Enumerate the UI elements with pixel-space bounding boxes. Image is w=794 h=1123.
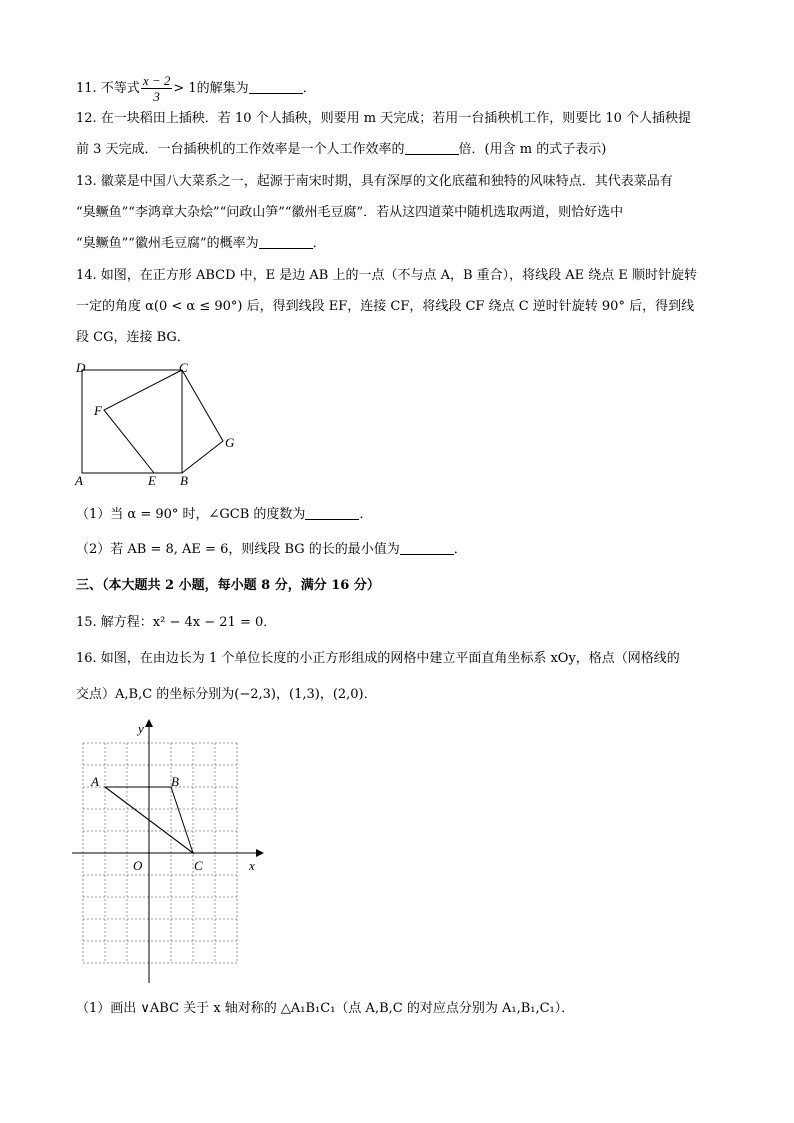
q11-line: 11. 不等式 $\frac{x - 2}{3}$ > 1的解集为 ．	[76, 73, 316, 104]
label-B: B	[180, 473, 188, 488]
section3-heading: 三、（本大题共 2 小题，每小题 8 分，满分 16 分）	[76, 578, 380, 593]
q14-sub2-blank[interactable]	[400, 542, 454, 555]
square-ABCD	[82, 370, 182, 473]
q16-sub1: （1）画出 ∨ABC 关于 x 轴对称的 △A₁B₁C₁（点 A,B,C 的对应点分别为 A₁,B₁,C₁）．	[76, 1001, 575, 1016]
y-axis-arrow	[145, 719, 153, 727]
q16-coordinate-grid	[60, 715, 270, 990]
q13-answer-blank[interactable]	[259, 236, 313, 249]
label-B: B	[171, 774, 179, 789]
q12-answer-blank[interactable]	[405, 142, 459, 155]
label-x: x	[249, 858, 255, 873]
label-O: O	[133, 858, 143, 873]
q14-line1: 14. 如图，在正方形 ABCD 中，E 是边 AB 上的一点（不与点 A，B 重合），将线段 AE 绕点 E 顺时针旋转	[76, 268, 698, 283]
q11-answer-blank[interactable]	[249, 81, 303, 94]
x-axis-arrow	[256, 849, 264, 857]
segments-EF-FC	[104, 370, 182, 473]
label-y: y	[138, 721, 144, 736]
q13-line1: 13. 徽菜是中国八大菜系之一，起源于南宋时期，具有深厚的文化底蕴和独特的风味特点．其代表菜品有	[76, 174, 673, 189]
label-D: D	[76, 360, 86, 375]
q11-fraction: $\frac{x - 2}{3}$	[142, 73, 171, 104]
label-A: A	[91, 774, 99, 789]
label-G: G	[225, 435, 235, 450]
q12-line1: 12. 在一块稻田上插秧．若 10 个人插秧，则要用 m 天完成；若用一台插秧机工作，则要比 10 个人插秧提	[76, 111, 692, 126]
segments-CG-GB	[182, 370, 223, 473]
q14-figure	[70, 358, 250, 493]
q14-line3: 段 CG，连接 BG．	[76, 330, 190, 345]
q12-line2: 前 3 天完成．一台插秧机的工作效率是一个人工作效率的 倍．(用含 m 的式子表示)	[76, 142, 607, 157]
q14-sub2: （2）若 AB = 8, AE = 6，则线段 BG 的长的最小值为 ．	[76, 542, 467, 557]
q15-line: 15. 解方程：x² − 4x − 21 = 0．	[76, 615, 277, 630]
label-C: C	[194, 858, 203, 873]
label-C: C	[179, 360, 188, 375]
q13-line3: “臭鳜鱼”“徽州毛豆腐”的概率为 ．	[76, 236, 326, 251]
q14-sub1: （1）当 α = 90° 时，∠GCB 的度数为 ．	[76, 507, 373, 522]
label-A: A	[75, 473, 83, 488]
label-E: E	[148, 473, 156, 488]
q16-line2: 交点）A,B,C 的坐标分别为(−2,3)，(1,3)，(2,0)．	[76, 687, 377, 702]
q16-line1: 16. 如图，在由边长为 1 个单位长度的小正方形组成的网格中建立平面直角坐标系 xOy，格点（网格线的	[76, 651, 680, 666]
label-F: F	[94, 403, 102, 418]
q14-line2: 一定的角度 α(0 < α ≤ 90°) 后，得到线段 EF，连接 CF，将线段 CF 绕点 C 逆时针旋转 90° 后，得到线	[76, 299, 695, 314]
q14-sub1-blank[interactable]	[305, 507, 359, 520]
q13-line2: “臭鳜鱼”“李鸿章大杂烩”“问政山笋”“徽州毛豆腐”．若从这四道菜中随机选取两道，则恰好选中	[76, 205, 624, 220]
